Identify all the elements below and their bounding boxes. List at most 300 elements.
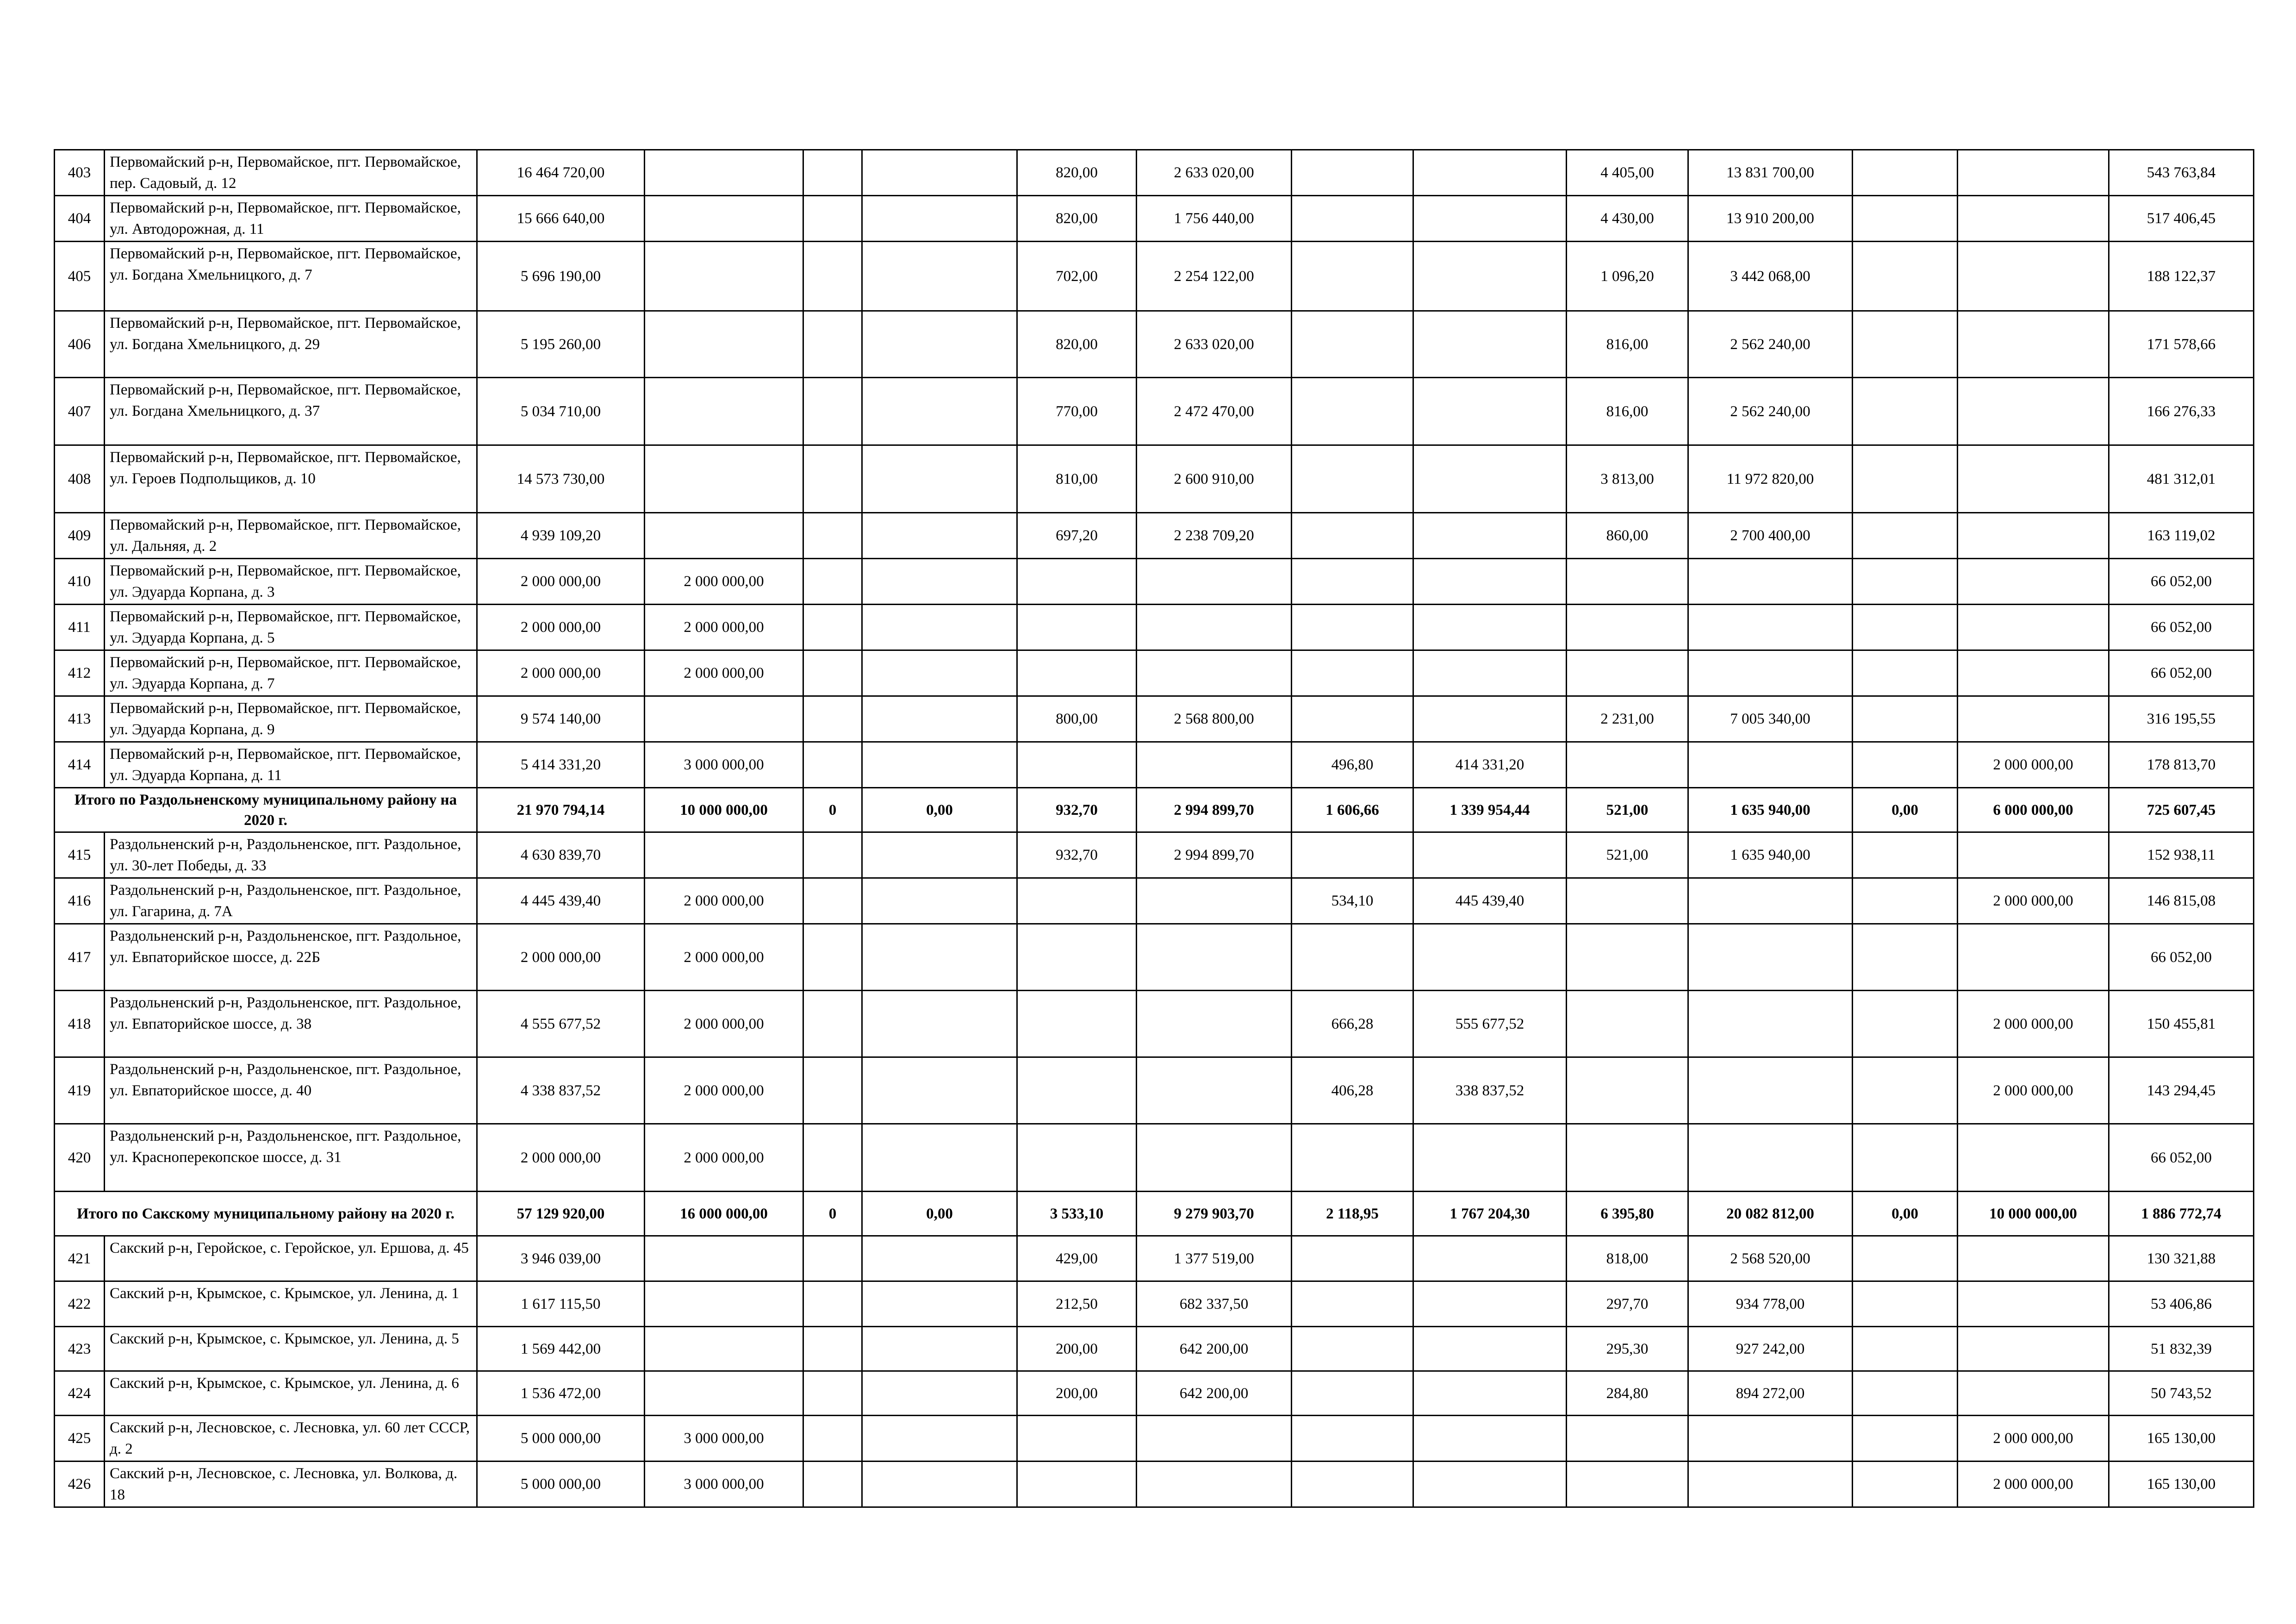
value-cell	[1413, 242, 1567, 311]
value-cell: 1 886 772,74	[2109, 1192, 2254, 1236]
value-cell: 406,28	[1292, 1057, 1413, 1124]
value-cell: 66 052,00	[2109, 924, 2254, 991]
row-number: 422	[55, 1281, 105, 1327]
value-cell	[803, 559, 862, 605]
row-number: 407	[55, 378, 105, 445]
value-cell	[803, 1416, 862, 1462]
value-cell: 9 574 140,00	[477, 696, 645, 742]
value-cell	[1567, 605, 1688, 650]
value-cell	[1688, 1124, 1853, 1192]
value-cell: 2 000 000,00	[477, 559, 645, 605]
value-cell	[862, 559, 1017, 605]
row-number: 404	[55, 196, 105, 242]
value-cell	[1688, 878, 1853, 924]
value-cell	[645, 242, 803, 311]
value-cell	[862, 1371, 1017, 1416]
value-cell: 2 000 000,00	[645, 924, 803, 991]
value-cell: 5 000 000,00	[477, 1462, 645, 1507]
value-cell: 927 242,00	[1688, 1327, 1853, 1371]
value-cell	[1017, 559, 1137, 605]
value-cell: 1 569 442,00	[477, 1327, 645, 1371]
value-cell: 521,00	[1567, 788, 1688, 832]
value-cell: 2 000 000,00	[1958, 991, 2109, 1057]
table-row	[55, 311, 2254, 378]
table-row	[55, 1327, 2254, 1371]
value-cell	[1688, 1416, 1853, 1462]
row-number: 414	[55, 742, 105, 788]
value-cell: 820,00	[1017, 196, 1137, 242]
value-cell: 0,00	[1853, 1192, 1958, 1236]
value-cell	[1853, 924, 1958, 991]
value-cell	[1958, 378, 2109, 445]
value-cell: 1 606,66	[1292, 788, 1413, 832]
value-cell	[645, 311, 803, 378]
value-cell	[803, 696, 862, 742]
value-cell	[1413, 196, 1567, 242]
value-cell: 200,00	[1017, 1371, 1137, 1416]
table-row	[55, 878, 2254, 924]
value-cell: 5 696 190,00	[477, 242, 645, 311]
table-row	[55, 1236, 2254, 1281]
value-cell	[1137, 650, 1292, 696]
row-number: 408	[55, 445, 105, 513]
value-cell	[803, 513, 862, 559]
value-cell: 20 082 812,00	[1688, 1192, 1853, 1236]
value-cell	[862, 605, 1017, 650]
value-cell	[803, 878, 862, 924]
value-cell: 2 000 000,00	[1958, 1057, 2109, 1124]
row-number: 421	[55, 1236, 105, 1281]
value-cell: 2 994 899,70	[1137, 788, 1292, 832]
value-cell	[1853, 242, 1958, 311]
value-cell: 16 464 720,00	[477, 150, 645, 196]
address-cell: Раздольненский р-н, Раздольненское, пгт. Раздольное, ул. Евпаторийское шоссе, д. 22Б	[105, 924, 477, 991]
value-cell	[862, 150, 1017, 196]
value-cell: 10 000 000,00	[1958, 1192, 2109, 1236]
value-cell: 165 130,00	[2109, 1462, 2254, 1507]
value-cell: 521,00	[1567, 832, 1688, 878]
value-cell: 4 555 677,52	[477, 991, 645, 1057]
value-cell: 178 813,70	[2109, 742, 2254, 788]
value-cell	[803, 605, 862, 650]
value-cell: 2 000 000,00	[1958, 1416, 2109, 1462]
address-cell: Сакский р-н, Лесновское, с. Лесновка, ул. Волкова, д. 18	[105, 1462, 477, 1507]
value-cell	[1017, 1057, 1137, 1124]
address-cell: Первомайский р-н, Первомайское, пгт. Первомайское, ул. Эдуарда Корпана, д. 9	[105, 696, 477, 742]
row-number: 406	[55, 311, 105, 378]
value-cell	[1958, 1124, 2109, 1192]
value-cell: 2 472 470,00	[1137, 378, 1292, 445]
value-cell: 702,00	[1017, 242, 1137, 311]
value-cell	[862, 878, 1017, 924]
value-cell: 57 129 920,00	[477, 1192, 645, 1236]
value-cell	[1688, 991, 1853, 1057]
value-cell	[1413, 1124, 1567, 1192]
value-cell	[1688, 605, 1853, 650]
value-cell: 517 406,45	[2109, 196, 2254, 242]
value-cell	[1017, 878, 1137, 924]
value-cell	[1567, 991, 1688, 1057]
subtotal-label: Итого по Сакскому муниципальному району на 2020 г.	[55, 1192, 477, 1236]
value-cell	[1958, 1236, 2109, 1281]
value-cell	[1413, 1462, 1567, 1507]
value-cell: 0,00	[862, 788, 1017, 832]
address-cell: Сакский р-н, Крымское, с. Крымское, ул. Ленина, д. 1	[105, 1281, 477, 1327]
value-cell	[1853, 742, 1958, 788]
value-cell	[1413, 311, 1567, 378]
value-cell: 1 617 115,50	[477, 1281, 645, 1327]
value-cell: 338 837,52	[1413, 1057, 1567, 1124]
table-row	[55, 1124, 2254, 1192]
value-cell: 2 562 240,00	[1688, 378, 1853, 445]
value-cell: 1 377 519,00	[1137, 1236, 1292, 1281]
row-number: 423	[55, 1327, 105, 1371]
value-cell: 150 455,81	[2109, 991, 2254, 1057]
value-cell	[1958, 559, 2109, 605]
value-cell: 800,00	[1017, 696, 1137, 742]
value-cell: 2 231,00	[1567, 696, 1688, 742]
table-row	[55, 991, 2254, 1057]
value-cell	[1137, 1057, 1292, 1124]
value-cell	[1853, 878, 1958, 924]
value-cell: 50 743,52	[2109, 1371, 2254, 1416]
value-cell	[1292, 650, 1413, 696]
value-cell	[803, 242, 862, 311]
value-cell: 4 939 109,20	[477, 513, 645, 559]
value-cell: 0	[803, 1192, 862, 1236]
table-row	[55, 242, 2254, 311]
value-cell: 543 763,84	[2109, 150, 2254, 196]
value-cell	[1137, 991, 1292, 1057]
address-cell: Первомайский р-н, Первомайское, пгт. Первомайское, пер. Садовый, д. 12	[105, 150, 477, 196]
value-cell	[1292, 445, 1413, 513]
value-cell: 2 118,95	[1292, 1192, 1413, 1236]
value-cell	[1292, 696, 1413, 742]
value-cell	[1292, 605, 1413, 650]
value-cell	[1017, 650, 1137, 696]
table-row	[55, 605, 2254, 650]
value-cell	[803, 445, 862, 513]
value-cell: 818,00	[1567, 1236, 1688, 1281]
value-cell	[1017, 605, 1137, 650]
value-cell	[645, 1327, 803, 1371]
value-cell	[1017, 742, 1137, 788]
value-cell: 2 600 910,00	[1137, 445, 1292, 513]
value-cell: 481 312,01	[2109, 445, 2254, 513]
value-cell: 2 000 000,00	[645, 605, 803, 650]
value-cell	[1567, 1124, 1688, 1192]
value-cell: 188 122,37	[2109, 242, 2254, 311]
value-cell	[803, 1281, 862, 1327]
value-cell: 13 910 200,00	[1688, 196, 1853, 242]
value-cell: 820,00	[1017, 150, 1137, 196]
value-cell: 1 096,20	[1567, 242, 1688, 311]
value-cell: 3 442 068,00	[1688, 242, 1853, 311]
value-cell: 13 831 700,00	[1688, 150, 1853, 196]
value-cell: 15 666 640,00	[477, 196, 645, 242]
table-row	[55, 445, 2254, 513]
value-cell	[1413, 1236, 1567, 1281]
value-cell: 496,80	[1292, 742, 1413, 788]
value-cell	[1137, 924, 1292, 991]
value-cell	[803, 742, 862, 788]
row-number: 426	[55, 1462, 105, 1507]
value-cell	[862, 832, 1017, 878]
value-cell	[1292, 1416, 1413, 1462]
row-number: 419	[55, 1057, 105, 1124]
table-row	[55, 1462, 2254, 1507]
value-cell	[803, 924, 862, 991]
value-cell: 2 000 000,00	[645, 878, 803, 924]
value-cell	[1137, 742, 1292, 788]
value-cell	[862, 196, 1017, 242]
value-cell	[1958, 1281, 2109, 1327]
value-cell	[645, 832, 803, 878]
value-cell	[1292, 1124, 1413, 1192]
table-row	[55, 832, 2254, 878]
value-cell	[1017, 1416, 1137, 1462]
value-cell	[862, 1236, 1017, 1281]
value-cell: 10 000 000,00	[645, 788, 803, 832]
value-cell	[862, 924, 1017, 991]
value-cell	[862, 1462, 1017, 1507]
value-cell	[1137, 1416, 1292, 1462]
value-cell	[1292, 559, 1413, 605]
value-cell	[1292, 378, 1413, 445]
value-cell	[1413, 924, 1567, 991]
row-number: 403	[55, 150, 105, 196]
value-cell: 816,00	[1567, 378, 1688, 445]
value-cell	[645, 1236, 803, 1281]
address-cell: Первомайский р-н, Первомайское, пгт. Первомайское, ул. Богдана Хмельницкого, д. 29	[105, 311, 477, 378]
value-cell: 130 321,88	[2109, 1236, 2254, 1281]
value-cell	[645, 445, 803, 513]
subtotal-row	[55, 788, 2254, 832]
value-cell	[862, 696, 1017, 742]
value-cell: 66 052,00	[2109, 1124, 2254, 1192]
value-cell	[803, 1371, 862, 1416]
table-row	[55, 559, 2254, 605]
address-cell: Сакский р-н, Крымское, с. Крымское, ул. Ленина, д. 5	[105, 1327, 477, 1371]
value-cell	[862, 1057, 1017, 1124]
value-cell: 2 994 899,70	[1137, 832, 1292, 878]
row-number: 417	[55, 924, 105, 991]
value-cell: 2 000 000,00	[645, 1057, 803, 1124]
value-cell: 152 938,11	[2109, 832, 2254, 878]
value-cell: 3 813,00	[1567, 445, 1688, 513]
value-cell: 2 633 020,00	[1137, 311, 1292, 378]
row-number: 418	[55, 991, 105, 1057]
value-cell	[1853, 1462, 1958, 1507]
value-cell: 66 052,00	[2109, 559, 2254, 605]
subtotal-label: Итого по Раздольненскому муниципальному району на 2020 г.	[55, 788, 477, 832]
value-cell	[1413, 513, 1567, 559]
value-cell: 2 568 520,00	[1688, 1236, 1853, 1281]
value-cell	[1137, 559, 1292, 605]
address-cell: Раздольненский р-н, Раздольненское, пгт. Раздольное, ул. Гагарина, д. 7А	[105, 878, 477, 924]
value-cell	[1137, 605, 1292, 650]
table-row	[55, 1371, 2254, 1416]
table-row	[55, 650, 2254, 696]
value-cell	[1137, 1462, 1292, 1507]
value-cell	[1688, 742, 1853, 788]
value-cell	[803, 1236, 862, 1281]
value-cell	[1292, 196, 1413, 242]
value-cell	[862, 311, 1017, 378]
value-cell: 4 338 837,52	[477, 1057, 645, 1124]
value-cell	[1567, 1416, 1688, 1462]
value-cell	[803, 1057, 862, 1124]
value-cell	[803, 196, 862, 242]
value-cell	[1413, 378, 1567, 445]
value-cell	[1413, 1416, 1567, 1462]
value-cell: 2 000 000,00	[1958, 1462, 2109, 1507]
value-cell: 3 533,10	[1017, 1192, 1137, 1236]
row-number: 425	[55, 1416, 105, 1462]
address-cell: Раздольненский р-н, Раздольненское, пгт. Раздольное, ул. Евпаторийское шоссе, д. 40	[105, 1057, 477, 1124]
value-cell: 770,00	[1017, 378, 1137, 445]
value-cell: 445 439,40	[1413, 878, 1567, 924]
value-cell: 5 000 000,00	[477, 1416, 645, 1462]
value-cell	[1567, 742, 1688, 788]
value-cell	[1958, 605, 2109, 650]
address-cell: Раздольненский р-н, Раздольненское, пгт. Раздольное, ул. Краснoперекопское шоссе, д. 31	[105, 1124, 477, 1192]
value-cell	[803, 650, 862, 696]
value-cell: 1 635 940,00	[1688, 788, 1853, 832]
value-cell	[862, 1416, 1017, 1462]
value-cell	[803, 1124, 862, 1192]
value-cell: 1 339 954,44	[1413, 788, 1567, 832]
value-cell: 3 000 000,00	[645, 742, 803, 788]
value-cell: 53 406,86	[2109, 1281, 2254, 1327]
value-cell: 2 000 000,00	[477, 1124, 645, 1192]
address-cell: Первомайский р-н, Первомайское, пгт. Первомайское, ул. Богдана Хмельницкого, д. 37	[105, 378, 477, 445]
value-cell	[1853, 605, 1958, 650]
table-row	[55, 696, 2254, 742]
value-cell: 4 445 439,40	[477, 878, 645, 924]
value-cell	[1413, 605, 1567, 650]
value-cell: 2 000 000,00	[477, 605, 645, 650]
address-cell: Первомайский р-н, Первомайское, пгт. Первомайское, ул. Богдана Хмельницкого, д. 7	[105, 242, 477, 311]
table-row	[55, 1281, 2254, 1327]
value-cell: 820,00	[1017, 311, 1137, 378]
value-cell: 429,00	[1017, 1236, 1137, 1281]
value-cell	[1958, 242, 2109, 311]
value-cell: 66 052,00	[2109, 605, 2254, 650]
value-cell	[645, 378, 803, 445]
value-cell: 2 000 000,00	[1958, 742, 2109, 788]
address-cell: Сакский р-н, Геройское, с. Геройское, ул. Ершова, д. 45	[105, 1236, 477, 1281]
value-cell: 894 272,00	[1688, 1371, 1853, 1416]
value-cell: 816,00	[1567, 311, 1688, 378]
value-cell	[1292, 242, 1413, 311]
value-cell	[1567, 559, 1688, 605]
value-cell: 0,00	[1853, 788, 1958, 832]
value-cell: 0	[803, 788, 862, 832]
value-cell: 4 405,00	[1567, 150, 1688, 196]
value-cell	[1853, 559, 1958, 605]
value-cell	[1853, 1124, 1958, 1192]
value-cell: 6 395,80	[1567, 1192, 1688, 1236]
value-cell	[1292, 513, 1413, 559]
value-cell	[1958, 445, 2109, 513]
value-cell: 2 000 000,00	[645, 650, 803, 696]
value-cell	[1958, 196, 2109, 242]
value-cell	[1853, 832, 1958, 878]
address-cell: Раздольненский р-н, Раздольненское, пгт. Раздольное, ул. Евпаторийское шоссе, д. 38	[105, 991, 477, 1057]
value-cell	[1853, 1327, 1958, 1371]
value-cell: 165 130,00	[2109, 1416, 2254, 1462]
value-cell: 4 630 839,70	[477, 832, 645, 878]
value-cell: 5 034 710,00	[477, 378, 645, 445]
value-cell: 2 000 000,00	[645, 559, 803, 605]
row-number: 411	[55, 605, 105, 650]
value-cell	[1958, 1371, 2109, 1416]
value-cell	[862, 378, 1017, 445]
value-cell	[1017, 991, 1137, 1057]
value-cell: 2 000 000,00	[645, 1124, 803, 1192]
value-cell	[1137, 878, 1292, 924]
value-cell	[862, 742, 1017, 788]
value-cell	[1853, 196, 1958, 242]
value-cell: 642 200,00	[1137, 1371, 1292, 1416]
table-row	[55, 513, 2254, 559]
value-cell: 860,00	[1567, 513, 1688, 559]
value-cell	[1688, 924, 1853, 991]
value-cell	[1688, 1057, 1853, 1124]
value-cell	[1853, 1416, 1958, 1462]
value-cell	[1413, 1327, 1567, 1371]
value-cell: 3 000 000,00	[645, 1416, 803, 1462]
value-cell	[1853, 1371, 1958, 1416]
value-cell: 642 200,00	[1137, 1327, 1292, 1371]
value-cell: 414 331,20	[1413, 742, 1567, 788]
value-cell	[1413, 832, 1567, 878]
value-cell	[862, 1327, 1017, 1371]
value-cell	[1958, 832, 2109, 878]
row-number: 412	[55, 650, 105, 696]
value-cell	[1853, 1057, 1958, 1124]
subtotal-row	[55, 1192, 2254, 1236]
value-cell: 200,00	[1017, 1327, 1137, 1371]
value-cell	[862, 650, 1017, 696]
row-number: 416	[55, 878, 105, 924]
value-cell: 9 279 903,70	[1137, 1192, 1292, 1236]
address-cell: Первомайский р-н, Первомайское, пгт. Первомайское, ул. Эдуарда Корпана, д. 5	[105, 605, 477, 650]
value-cell	[1958, 150, 2109, 196]
value-cell: 7 005 340,00	[1688, 696, 1853, 742]
value-cell	[645, 150, 803, 196]
value-cell: 2 000 000,00	[1958, 878, 2109, 924]
value-cell	[1853, 991, 1958, 1057]
row-number: 424	[55, 1371, 105, 1416]
value-cell: 16 000 000,00	[645, 1192, 803, 1236]
value-cell: 2 568 800,00	[1137, 696, 1292, 742]
value-cell	[1567, 924, 1688, 991]
value-cell: 1 635 940,00	[1688, 832, 1853, 878]
value-cell	[1567, 1462, 1688, 1507]
value-cell: 171 578,66	[2109, 311, 2254, 378]
value-cell	[862, 445, 1017, 513]
value-cell: 11 972 820,00	[1688, 445, 1853, 513]
address-cell: Первомайский р-н, Первомайское, пгт. Первомайское, ул. Эдуарда Корпана, д. 7	[105, 650, 477, 696]
value-cell: 1 756 440,00	[1137, 196, 1292, 242]
value-cell	[1853, 378, 1958, 445]
value-cell	[1413, 1371, 1567, 1416]
value-cell	[1413, 559, 1567, 605]
value-cell	[862, 242, 1017, 311]
table-row	[55, 1416, 2254, 1462]
